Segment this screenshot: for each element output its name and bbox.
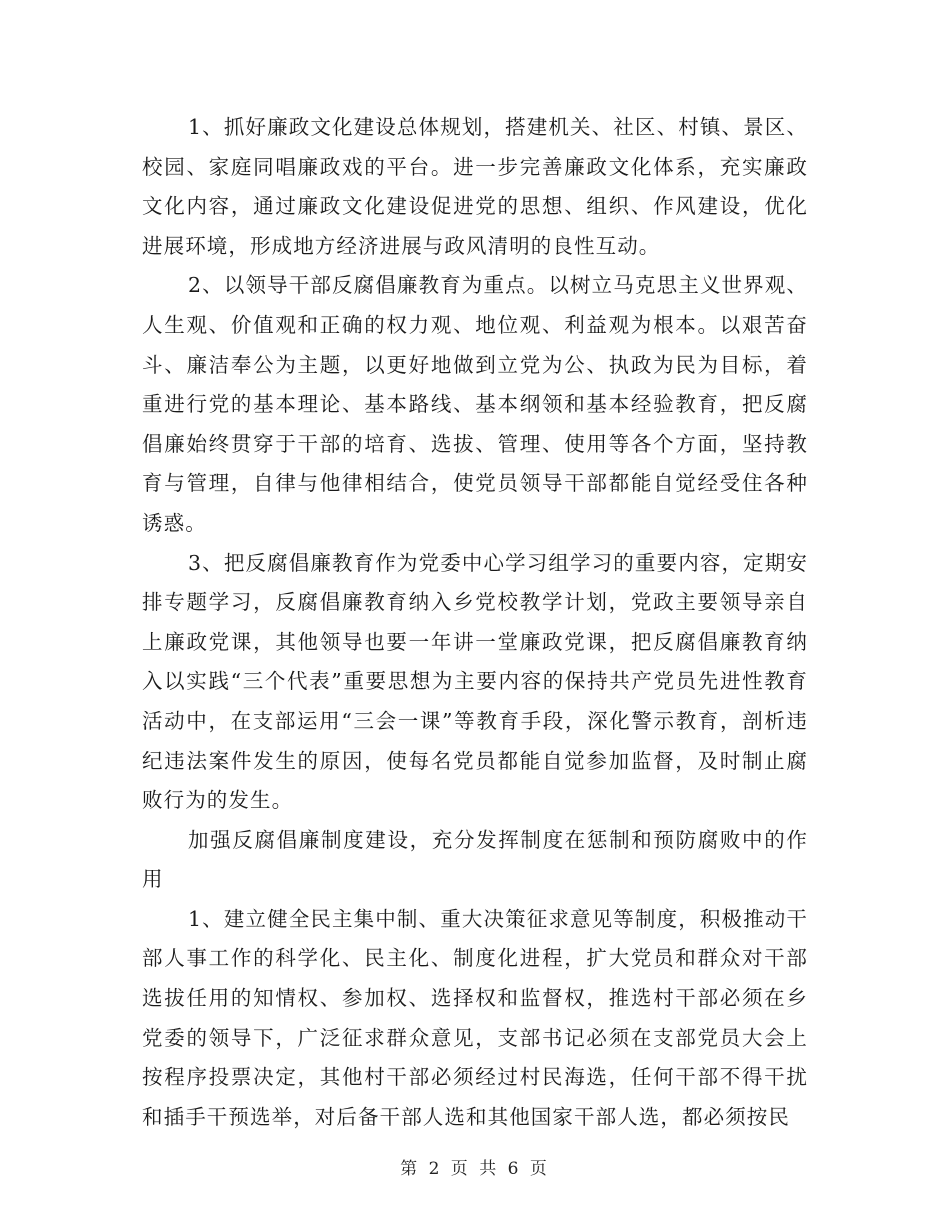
paragraph-3: 3、把反腐倡廉教育作为党委中心学习组学习的重要内容，定期安排专题学习，反腐倡廉教育纳入乡党校教学计划，党政主要领导亲自上廉政党课，其他领导也要一年讲一堂廉政党课，把反腐倡廉教育纳入以实践“三个代表”重要思想为主要内容的保持共产党员先进性教育活动中，在支部运用“三会一课”等教育手段，深化警示教育，剖析违纪违法案件发生的原因，使每名党员都能自觉参加监督，及时制止腐败行为的发生。 bbox=[142, 550, 808, 813]
section-heading-paragraph: 加强反腐倡廉制度建设，充分发挥制度在惩制和预防腐败中的作用 bbox=[142, 827, 808, 892]
paragraph-2: 2、以领导干部反腐倡廉教育为重点。以树立马克思主义世界观、人生观、价值观和正确的权力观、地位观、利益观为根本。以艰苦奋斗、廉洁奉公为主题，以更好地做到立党为公、执政为民为目标，着重进行党的基本理论、基本路线、基本纲领和基本经验教育，把反腐倡廉始终贯穿于干部的培育、选拔、管理、使用等各个方面，坚持教育与管理，自律与他律相结合，使党员领导干部都能自觉经受住各种诱惑。 bbox=[142, 273, 808, 535]
paragraph-5: 1、建立健全民主集中制、重大决策征求意见等制度，积极推动干部人事工作的科学化、民主化、制度化进程，扩大党员和群众对干部选拔任用的知情权、参加权、选择权和监督权，推选村干部必须在乡党委的领导下，广泛征求群众意见，支部书记必须在支部党员大会上按程序投票决定，其他村干部必须经过村民海选，任何干部不得干扰和插手干预选举，对后备干部人选和其他国家干部人选，都必须按民 bbox=[142, 906, 808, 1129]
page-number-footer: 第 2 页 共 6 页 bbox=[400, 1159, 550, 1179]
paragraph-1: 1、抓好廉政文化建设总体规划，搭建机关、社区、村镇、景区、校园、家庭同唱廉政戏的平台。进一步完善廉政文化体系，充实廉政文化内容，通过廉政文化建设促进党的思想、组织、作风建设，优化进展环境，形成地方经济进展与政风清明的良性互动。 bbox=[142, 115, 808, 258]
document-body bbox=[142, 108, 808, 1137]
